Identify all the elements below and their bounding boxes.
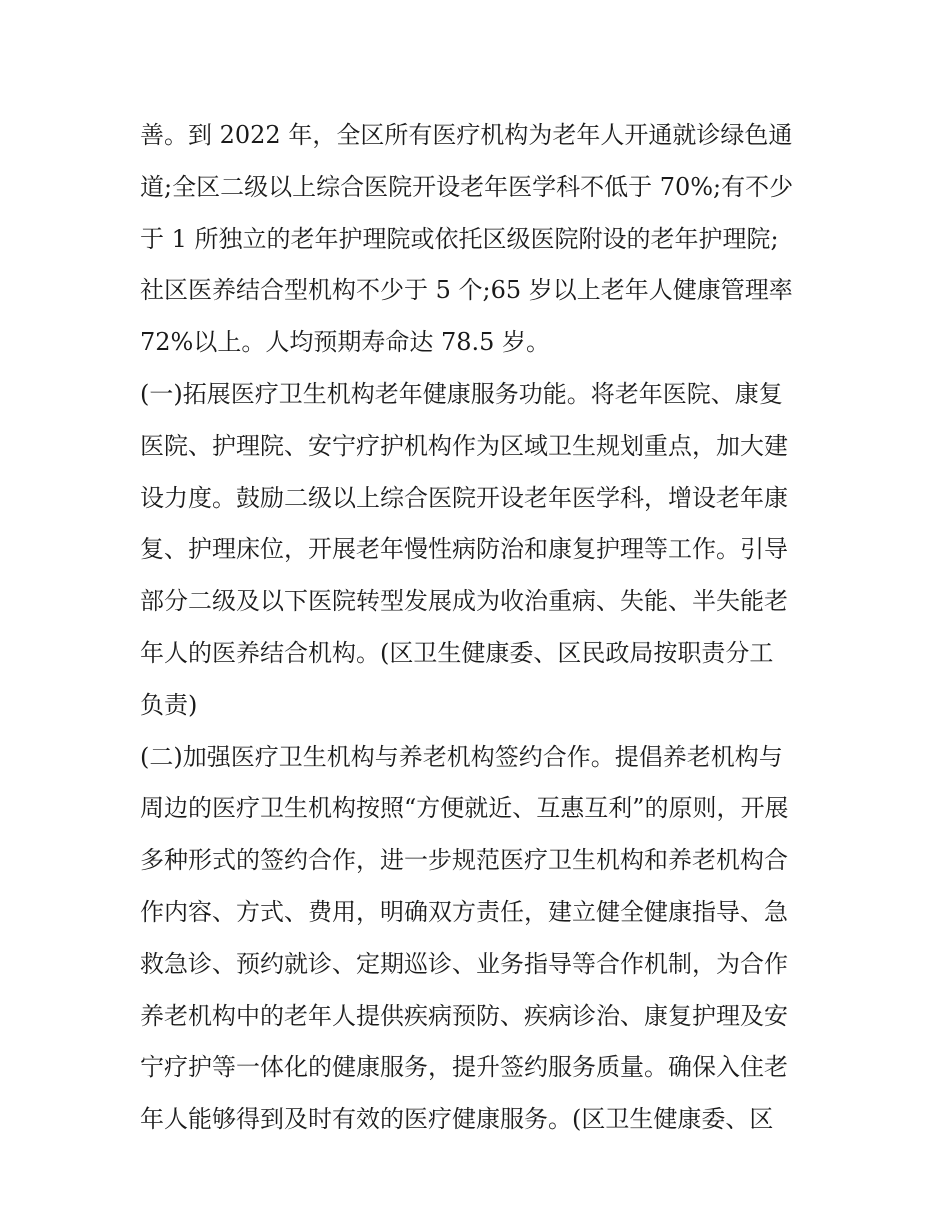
text-line: 周边的医疗卫生机构按照“方便就近、互惠互利”的原则，开展	[140, 794, 789, 823]
text-line: 复、护理床位，开展老年慢性病防治和康复护理等工作。引导	[140, 535, 788, 564]
text-line: 年人能够得到及时有效的医疗健康服务。(区卫生健康委、区	[140, 1105, 774, 1134]
text-line: 年人的医养结合机构。(区卫生健康委、区民政局按职责分工	[140, 638, 774, 667]
section-heading-line: (二)加强医疗卫生机构与养老机构签约合作。提倡养老机构与	[140, 742, 783, 771]
section-heading-line: (一)拓展医疗卫生机构老年健康服务功能。将老年医院、康复	[140, 379, 783, 408]
text-line: 设力度。鼓励二级以上综合医院开设老年医学科，增设老年康	[140, 483, 788, 512]
text-line: 负责)	[140, 690, 198, 719]
text-line: 部分二级及以下医院转型发展成为收治重病、失能、半失能老	[140, 587, 788, 616]
text-line: 作内容、方式、费用，明确双方责任，建立健全健康指导、急	[140, 897, 788, 926]
text-line: 多种形式的签约合作，进一步规范医疗卫生机构和养老机构合	[140, 846, 788, 875]
text-line: 72%以上。人均预期寿命达 78.5 岁。	[140, 328, 551, 357]
text-line: 养老机构中的老年人提供疾病预防、疾病诊治、康复护理及安	[140, 1001, 788, 1030]
body-text	[140, 110, 820, 1146]
text-line: 宁疗护等一体化的健康服务，提升签约服务质量。确保入住老	[140, 1053, 788, 1082]
text-line: 于 1 所独立的老年护理院或依托区级医院附设的老年护理院;	[140, 224, 779, 253]
text-line: 道;全区二级以上综合医院开设老年医学科不低于 70%;有不少	[140, 172, 794, 201]
text-line: 救急诊、预约就诊、定期巡诊、业务指导等合作机制，为合作	[140, 949, 788, 978]
text-line: 医院、护理院、安宁疗护机构作为区域卫生规划重点，加大建	[140, 431, 788, 460]
text-line: 善。到 2022 年，全区所有医疗机构为老年人开通就诊绿色通	[140, 121, 793, 149]
text-line: 社区医养结合型机构不少于 5 个;65 岁以上老年人健康管理率	[140, 276, 793, 305]
